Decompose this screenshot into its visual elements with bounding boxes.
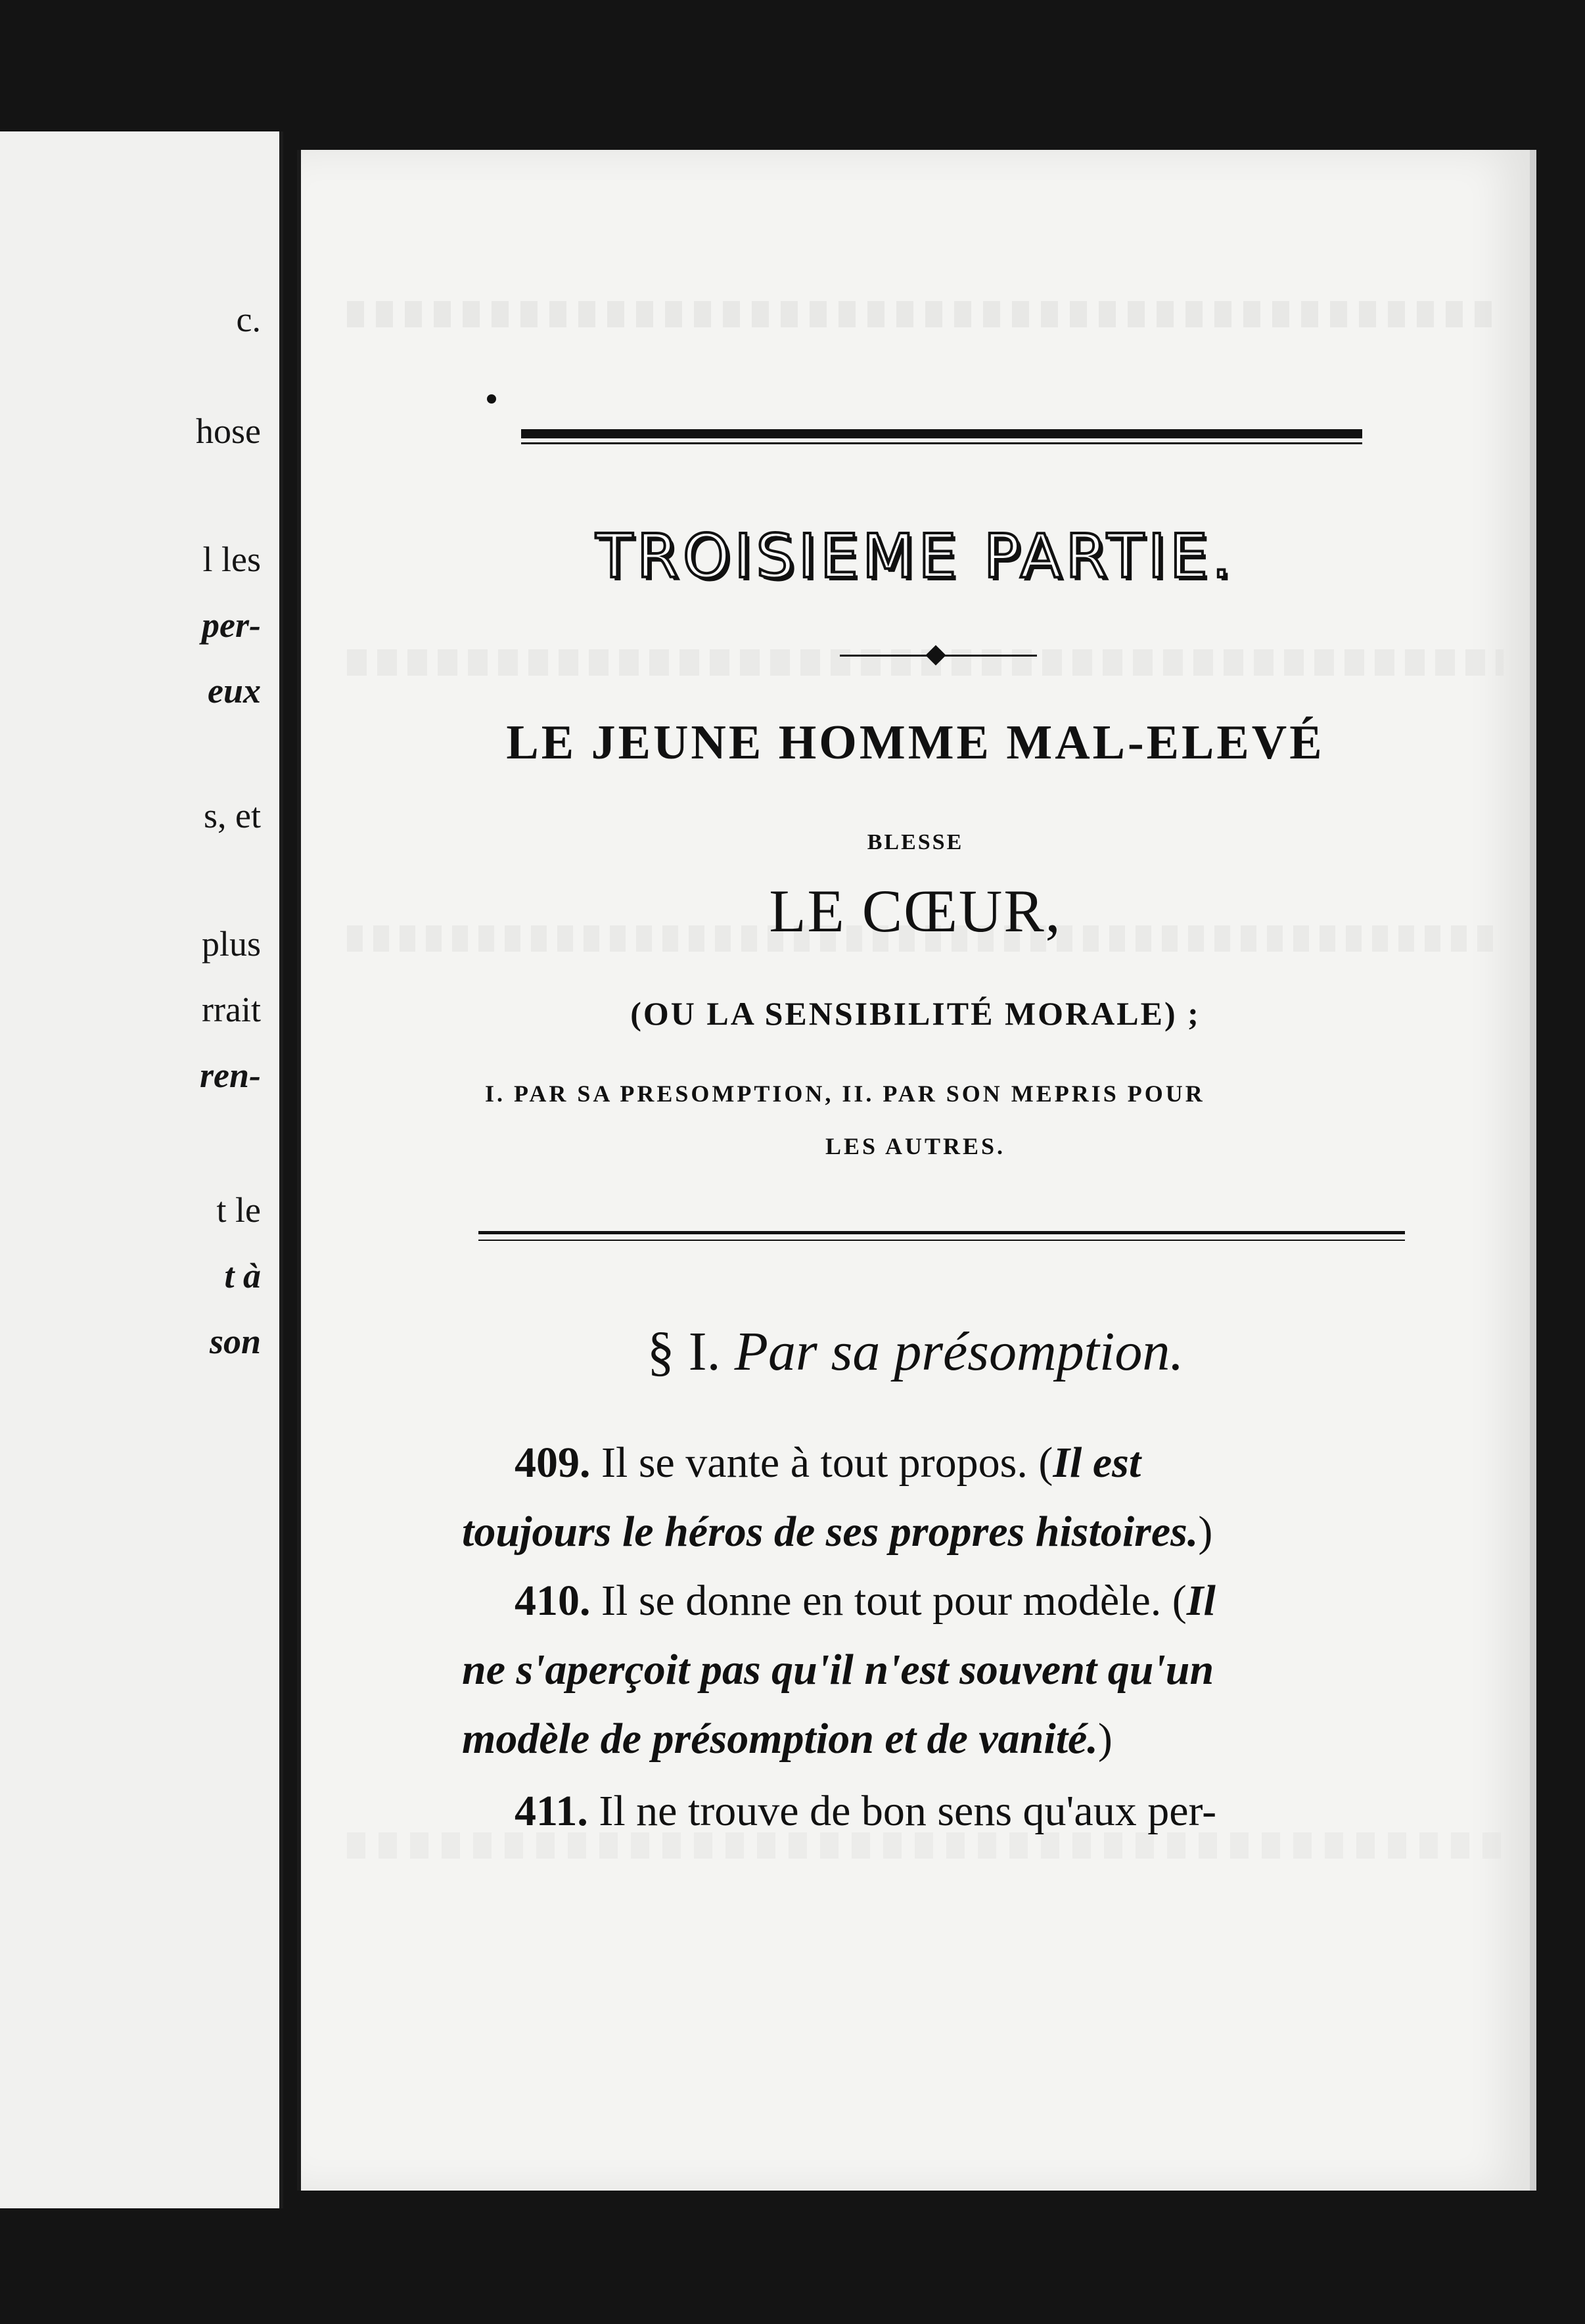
paragraph-italic: Il est	[1053, 1439, 1141, 1487]
left-page-fragment: s, et	[204, 796, 261, 835]
left-page-fragment: son	[209, 1322, 261, 1361]
paragraph-text: Il ne trouve de bon sens qu'aux per-	[587, 1787, 1217, 1835]
chapter-verb: BLESSE	[867, 830, 964, 854]
paragraph-text: )	[1198, 1508, 1213, 1556]
left-page-fragment: t à	[224, 1256, 261, 1295]
left-page-fragment: rrait	[202, 990, 261, 1029]
left-page	[0, 131, 283, 2208]
paragraph-italic: modèle de présomption et de vanité.	[462, 1715, 1098, 1763]
paragraph-410-line-1	[515, 1576, 1585, 1626]
section-title: Par sa présomption.	[734, 1321, 1184, 1382]
show-through-texture	[347, 649, 1504, 676]
chapter-title: LE JEUNE HOMME MAL-ELEVÉ	[506, 716, 1325, 770]
paragraph-italic: toujours le héros de ses propres histoires.	[462, 1508, 1199, 1556]
chapter-divisions-line-1: I. PAR SA PRESOMPTION, II. PAR SON MEPRIS POUR	[485, 1081, 1205, 1107]
show-through-texture	[347, 301, 1504, 327]
chapter-object-subtitle: (OU LA SENSIBILITÉ MORALE) ;	[630, 995, 1201, 1032]
left-page-fragment: ren-	[200, 1056, 261, 1095]
show-through-texture	[347, 1832, 1504, 1859]
paragraph-italic: Il	[1186, 1577, 1216, 1625]
paragraph-number: 409.	[515, 1439, 591, 1487]
paragraph-italic: ne s'aperçoit pas qu'il n'est souvent qu'un	[462, 1646, 1214, 1694]
paragraph-text: Il se vante à tout propos. (	[590, 1439, 1053, 1487]
paragraph-410-line-3	[462, 1714, 1585, 1764]
left-page-fragment: c.	[236, 300, 261, 339]
section-rule-thin	[478, 1240, 1405, 1241]
chapter-divisions-line-2: LES AUTRES.	[825, 1133, 1006, 1159]
paragraph-text: )	[1097, 1715, 1113, 1763]
paragraph-411-line-1	[515, 1786, 1585, 1836]
paragraph-number: 410.	[515, 1577, 591, 1625]
section-rule	[478, 1231, 1405, 1234]
paragraph-410-line-2	[462, 1645, 1585, 1695]
right-page	[297, 150, 1536, 2191]
section-mark: § I.	[647, 1321, 735, 1382]
top-rule	[521, 429, 1362, 438]
left-page-fragment: t le	[216, 1190, 261, 1230]
top-rule-thin	[521, 442, 1362, 444]
paragraph-text: Il se donne en tout pour modèle. (	[590, 1577, 1187, 1625]
left-page-fragment: plus	[201, 924, 261, 964]
left-page-fragment: eux	[208, 671, 261, 710]
paragraph-409-line-2	[462, 1507, 1585, 1557]
part-title: TROISIEME PARTIE.	[595, 521, 1235, 592]
paragraph-409-line-1	[515, 1438, 1585, 1488]
chapter-object-title: LE CŒUR,	[769, 877, 1062, 944]
ink-speck	[487, 394, 496, 404]
section-heading	[301, 1320, 1530, 1383]
paragraph-number: 411.	[515, 1787, 588, 1835]
left-page-fragment: hose	[196, 411, 261, 451]
left-page-fragment: per-	[202, 605, 261, 645]
left-page-fragment: l les	[202, 540, 261, 579]
